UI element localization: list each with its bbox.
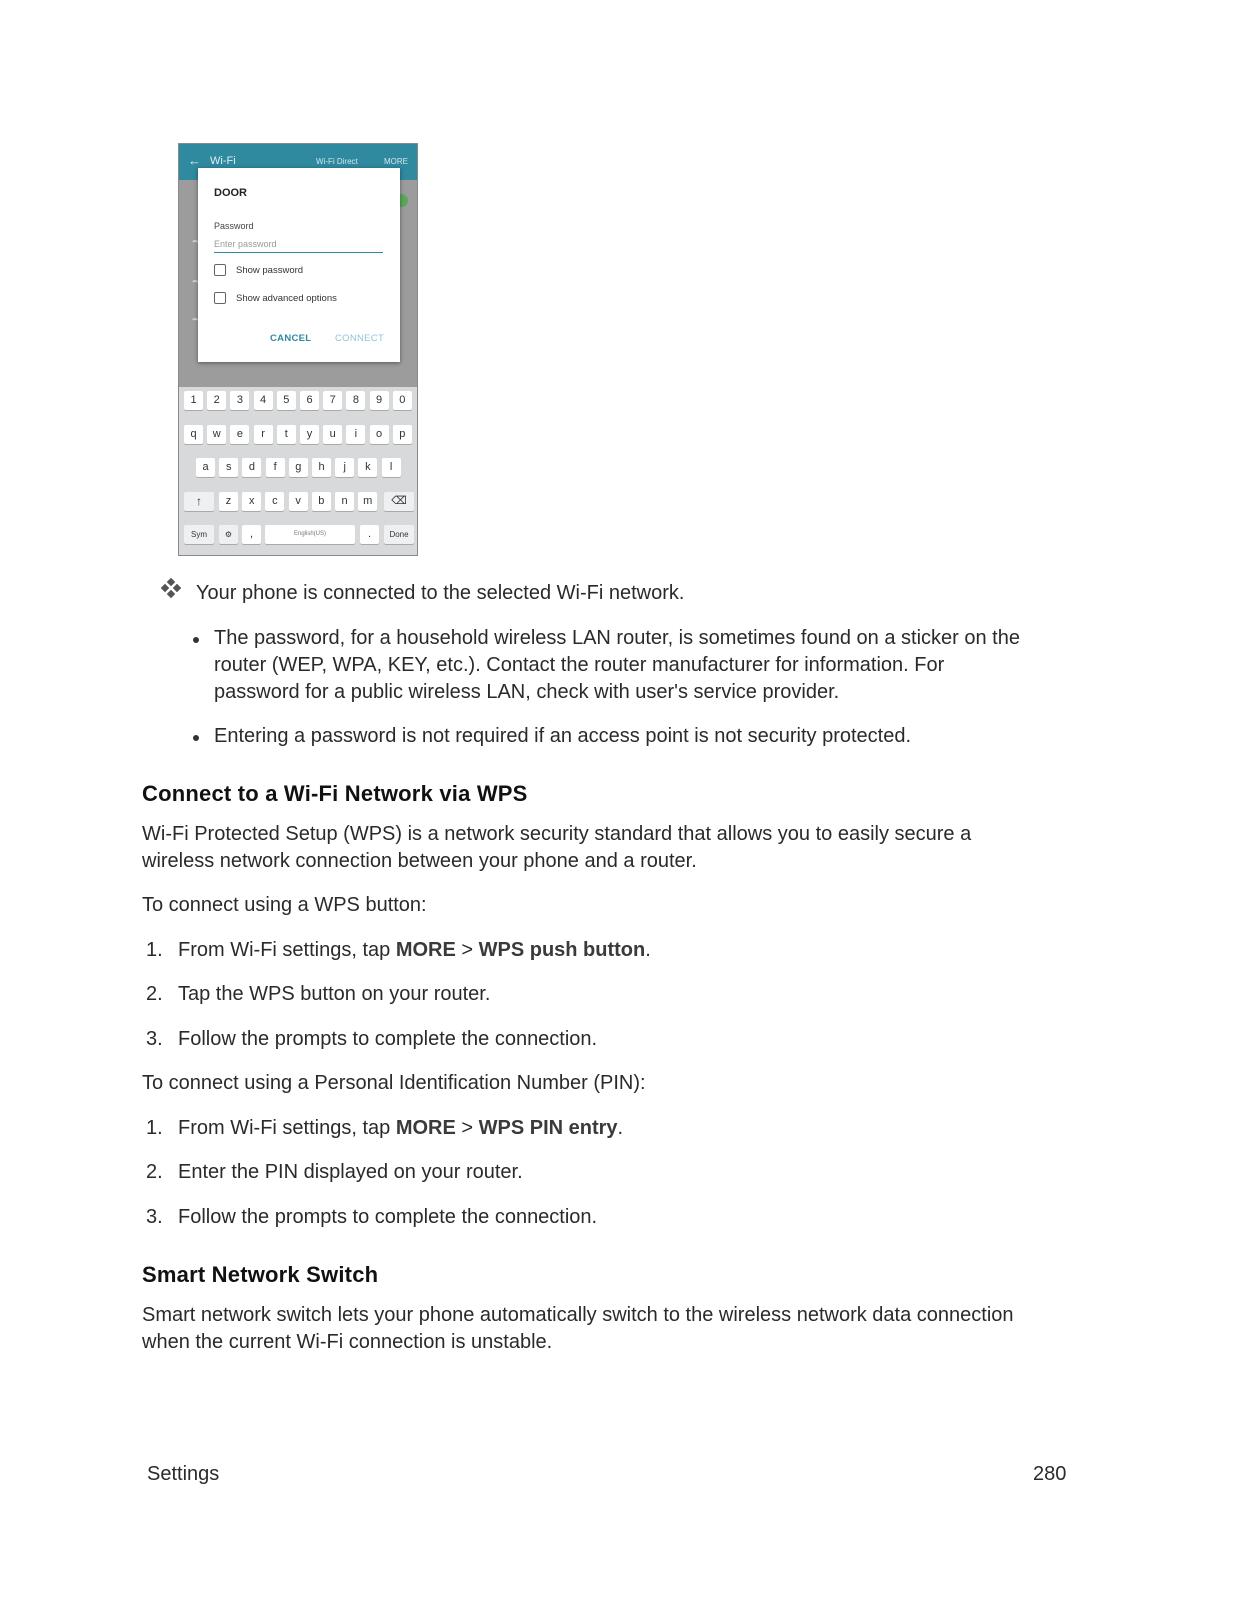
- show-password-checkbox[interactable]: [214, 264, 226, 276]
- key-r[interactable]: r: [254, 425, 273, 444]
- key-5[interactable]: 5: [277, 391, 296, 410]
- key-v[interactable]: v: [289, 492, 308, 511]
- key-c[interactable]: c: [265, 492, 284, 511]
- bullet-dot: [193, 637, 199, 643]
- step-text: Tap the WPS button on your router.: [178, 983, 491, 1005]
- more-menu-ref: MORE: [395, 939, 456, 961]
- key-g[interactable]: g: [289, 458, 308, 477]
- section-heading-wps: Connect to a Wi-Fi Network via WPS: [142, 781, 528, 806]
- bullet-text-line: password for a public wireless LAN, check with user's service provider.: [214, 681, 840, 703]
- bullet-text-line: router (WEP, WPA, KEY, etc.). Contact the router manufacturer for information. For: [214, 654, 945, 676]
- dialog-title: DOOR: [214, 187, 247, 199]
- wps-intro-line: wireless network connection between your phone and a router.: [142, 850, 697, 872]
- key-2[interactable]: 2: [207, 391, 226, 410]
- key-4[interactable]: 4: [254, 391, 273, 410]
- key-3[interactable]: 3: [230, 391, 249, 410]
- wps-pin-entry-ref: WPS PIN entry: [478, 1117, 618, 1139]
- password-input[interactable]: [214, 235, 383, 253]
- bullet-text-line: The password, for a household wireless LAN router, is sometimes found on a sticker on the: [214, 627, 1020, 649]
- footer-page-number: 280: [1033, 1463, 1067, 1485]
- key-j[interactable]: j: [335, 458, 354, 477]
- show-password-label: Show password: [236, 265, 304, 276]
- space-key[interactable]: English(US): [265, 525, 355, 544]
- wps-pin-lead: To connect using a Personal Identification Number (PIN):: [142, 1072, 646, 1094]
- bullet-dot: [193, 735, 199, 741]
- sym-key[interactable]: Sym: [184, 525, 214, 544]
- step-number: 3.: [146, 1028, 163, 1050]
- step-number: 2.: [146, 983, 163, 1005]
- diamond-bullet-icon: [160, 578, 182, 600]
- more-action[interactable]: MORE: [384, 157, 408, 166]
- key-t[interactable]: t: [277, 425, 296, 444]
- on-screen-keyboard: [179, 387, 417, 556]
- key-f[interactable]: f: [266, 458, 285, 477]
- smart-switch-body-line: Smart network switch lets your phone automatically switch to the wireless network data connection: [142, 1304, 1014, 1326]
- key-9[interactable]: 9: [370, 391, 389, 410]
- step-number: 2.: [146, 1161, 163, 1183]
- phone-screenshot: [178, 143, 418, 556]
- comma-key[interactable]: ,: [242, 525, 261, 544]
- wifi-password-dialog: [198, 168, 400, 362]
- key-1[interactable]: 1: [184, 391, 203, 410]
- key-m[interactable]: m: [358, 492, 377, 511]
- key-h[interactable]: h: [312, 458, 331, 477]
- key-u[interactable]: u: [323, 425, 342, 444]
- back-arrow-icon[interactable]: ←: [188, 153, 201, 168]
- shift-key-icon[interactable]: ↑: [184, 492, 214, 511]
- key-7[interactable]: 7: [323, 391, 342, 410]
- password-label: Password: [214, 221, 254, 231]
- key-s[interactable]: s: [219, 458, 238, 477]
- section-heading-smart-switch: Smart Network Switch: [142, 1262, 379, 1287]
- wifi-direct-action[interactable]: Wi-Fi Direct: [316, 157, 358, 166]
- wps-push-button-ref: WPS push button: [478, 939, 646, 961]
- key-w[interactable]: w: [207, 425, 226, 444]
- key-z[interactable]: z: [219, 492, 238, 511]
- key-x[interactable]: x: [242, 492, 261, 511]
- step-text: Follow the prompts to complete the connection.: [178, 1206, 598, 1228]
- key-b[interactable]: b: [312, 492, 331, 511]
- key-i[interactable]: i: [346, 425, 365, 444]
- app-bar-title: Wi-Fi: [210, 155, 236, 167]
- key-d[interactable]: d: [242, 458, 261, 477]
- step-text: Enter the PIN displayed on your router.: [178, 1161, 523, 1183]
- key-y[interactable]: y: [300, 425, 319, 444]
- step-number: 1.: [146, 1117, 163, 1139]
- key-0[interactable]: 0: [393, 391, 412, 410]
- show-advanced-label: Show advanced options: [236, 293, 337, 304]
- key-e[interactable]: e: [230, 425, 249, 444]
- key-8[interactable]: 8: [346, 391, 365, 410]
- settings-key-icon[interactable]: ⚙: [219, 525, 238, 544]
- bullet-text-line: Entering a password is not required if an access point is not security protected.: [214, 725, 912, 747]
- step-number: 3.: [146, 1206, 163, 1228]
- key-q[interactable]: q: [184, 425, 203, 444]
- key-k[interactable]: k: [358, 458, 377, 477]
- wps-intro-line: Wi-Fi Protected Setup (WPS) is a network security standard that allows you to easily secure a: [142, 823, 972, 845]
- wps-button-lead: To connect using a WPS button:: [142, 894, 427, 916]
- more-menu-ref: MORE: [395, 1117, 456, 1139]
- show-advanced-checkbox[interactable]: [214, 292, 226, 304]
- period-key[interactable]: .: [360, 525, 379, 544]
- footer-section: Settings: [147, 1463, 220, 1485]
- key-n[interactable]: n: [335, 492, 354, 511]
- step-text: From Wi-Fi settings, tap MORE > WPS PIN entry.: [178, 1117, 624, 1139]
- done-key[interactable]: Done: [384, 525, 414, 544]
- key-6[interactable]: 6: [300, 391, 319, 410]
- step-text: From Wi-Fi settings, tap MORE > WPS push button.: [178, 939, 651, 961]
- step-number: 1.: [146, 939, 163, 961]
- key-p[interactable]: p: [393, 425, 412, 444]
- key-a[interactable]: a: [196, 458, 215, 477]
- cancel-button[interactable]: CANCEL: [270, 333, 312, 344]
- backspace-key-icon[interactable]: ⌫: [384, 492, 414, 511]
- step-text: Follow the prompts to complete the connection.: [178, 1028, 598, 1050]
- key-o[interactable]: o: [370, 425, 389, 444]
- result-line: Your phone is connected to the selected Wi-Fi network.: [196, 582, 685, 604]
- smart-switch-body-line: when the current Wi-Fi connection is unstable.: [142, 1331, 553, 1353]
- connect-button[interactable]: CONNECT: [335, 333, 385, 344]
- key-l[interactable]: l: [382, 458, 401, 477]
